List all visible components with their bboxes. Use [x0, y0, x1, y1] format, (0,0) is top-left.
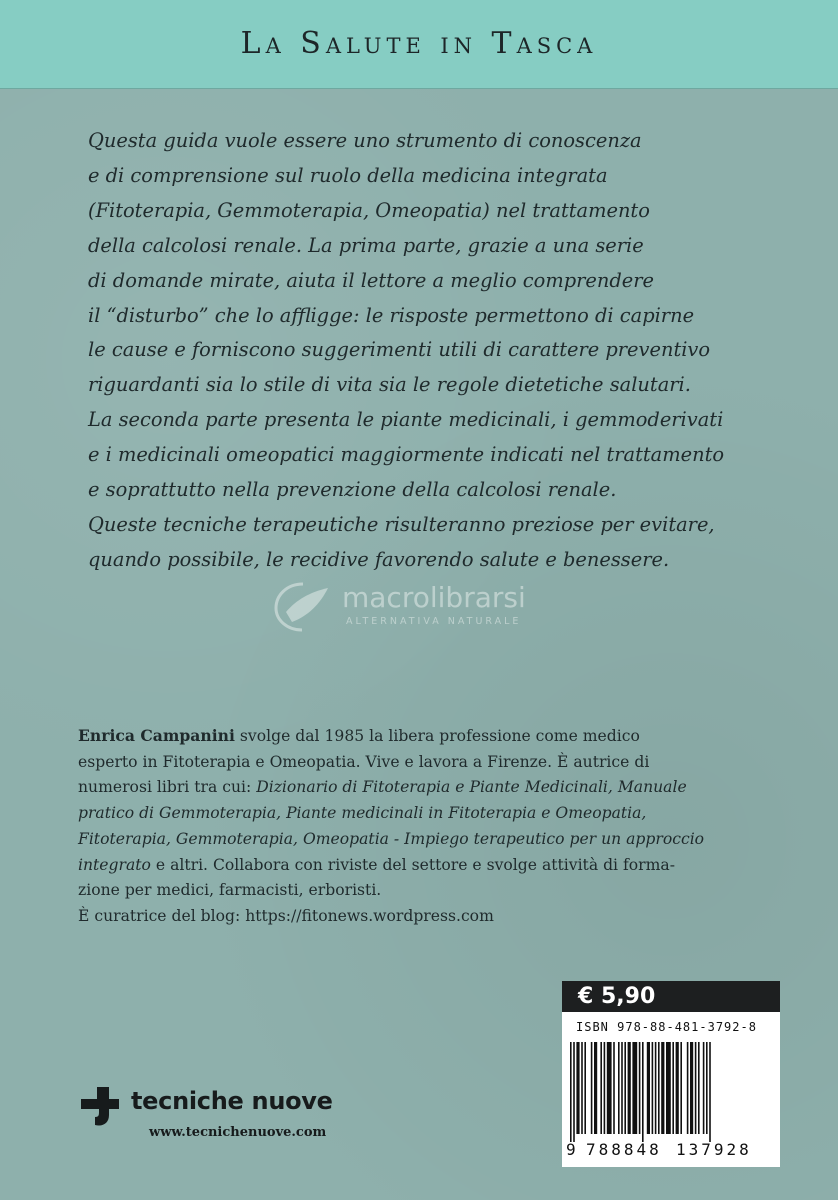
barcode-bar: [573, 1042, 575, 1142]
barcode-bar: [624, 1042, 626, 1134]
bio-line: È curatrice del blog: https://fitonews.wordpress.com: [78, 906, 494, 925]
watermark-tagline: ALTERNATIVA NATURALE: [346, 616, 522, 627]
barcode-bar: [576, 1042, 579, 1134]
book-titles: Dizionario di Fitoterapia e Piante Medicinali, Manuale: [256, 778, 687, 797]
bio-line: [78, 853, 778, 879]
publisher-url: www.tecnichenuove.com: [149, 1125, 327, 1140]
barcode-bar: [658, 1042, 660, 1134]
book-titles: integrato: [78, 855, 151, 874]
barcode-bar: [690, 1042, 693, 1134]
barcode-bar: [581, 1042, 583, 1134]
barcode-bar: [621, 1042, 623, 1134]
barcode-bar: [661, 1042, 664, 1134]
ean-first-digit: 9: [566, 1140, 576, 1159]
description-line: di domande mirate, aiuta il lettore a meglio comprendere: [88, 268, 654, 292]
barcode-bar: [607, 1042, 612, 1134]
barcode-bar: [613, 1042, 615, 1134]
publisher-logo-icon: [75, 1081, 125, 1129]
barcode-bar: [655, 1042, 657, 1134]
book-titles: pratico di Gemmoterapia, Piante medicinali in Fitoterapia e Omeopatia,: [78, 804, 647, 823]
description-line: il “disturbo” che lo affligge: le risposte permettono di capirne: [88, 303, 695, 327]
author-name: Enrica Campanini: [78, 726, 235, 745]
publisher-block: [75, 1075, 395, 1145]
barcode-bar: [647, 1042, 650, 1134]
description-line: La seconda parte presenta le piante medicinali, i gemmoderivati: [88, 408, 724, 432]
series-band: [0, 0, 838, 89]
barcode-bar: [570, 1042, 572, 1142]
barcode-bar: [676, 1042, 679, 1134]
barcode-bar: [687, 1042, 689, 1134]
watermark-name: macrolibrarsi: [342, 581, 526, 614]
barcode-bar: [666, 1042, 671, 1134]
description-line: Queste tecniche terapeutiche risulteranno preziose per evitare,: [88, 512, 715, 536]
ean-left-group: 788848: [586, 1140, 662, 1159]
bio-text: svolge dal 1985 la libera professione come medico: [234, 727, 640, 745]
barcode-panel: [562, 1012, 780, 1167]
barcode-bar: [639, 1042, 641, 1134]
barcode-bar: [695, 1042, 697, 1134]
barcode-bar: [591, 1042, 593, 1134]
barcode-bar: [584, 1042, 586, 1134]
barcode-bar: [604, 1042, 606, 1134]
description-line: (Fitoterapia, Gemmoterapia, Omeopatia) nel trattamento: [88, 198, 650, 222]
description-line: e di comprensione sul ruolo della medicina integrata: [88, 163, 608, 187]
barcode-bar: [709, 1042, 711, 1142]
book-titles: Fitoterapia, Gemmoterapia, Omeopatia - Impiego terapeutico per un approccio: [78, 829, 705, 848]
barcode-bar: [600, 1042, 602, 1134]
leaf-icon: [272, 578, 334, 634]
author-bio: [78, 723, 778, 930]
barcode-bar: [680, 1042, 682, 1134]
bio-line: esperto in Fitoterapia e Omeopatia. Vive e lavora a Firenze. È autrice di: [78, 752, 650, 771]
bio-line: [78, 827, 778, 853]
barcode-bar: [642, 1042, 644, 1142]
barcode-bar: [628, 1042, 631, 1134]
barcode-bar: [703, 1042, 705, 1134]
barcode-bar: [652, 1042, 654, 1134]
barcode-bar: [632, 1042, 637, 1134]
description-line: e i medicinali omeopatici maggiormente indicati nel trattamento: [88, 443, 725, 467]
bio-line: [78, 801, 778, 827]
description-line: Questa guida vuole essere uno strumento di conoscenza: [88, 129, 642, 152]
isbn-number: ISBN 978-88-481-3792-8: [576, 1020, 757, 1034]
description-line: riguardanti sia lo stile di vita sia le regole dietetiche salutari.: [88, 373, 691, 397]
description-line: le cause e forniscono suggerimenti utili di carattere preventivo: [88, 338, 711, 362]
price-label: € 5,90: [562, 981, 780, 1012]
description-line: e soprattutto nella prevenzione della calcolosi renale.: [88, 478, 617, 502]
bio-text: numerosi libri tra cui:: [78, 778, 257, 797]
barcode-bar: [618, 1042, 620, 1134]
description-line: della calcolosi renale. La prima parte, grazie a una serie: [88, 233, 644, 257]
bio-line: zione per medici, farmacisti, erboristi.: [78, 881, 382, 900]
bio-text: e altri. Collabora con riviste del settore e svolge attività di forma-: [150, 855, 675, 874]
bio-line: [78, 723, 778, 750]
barcode-bar: [698, 1042, 700, 1134]
barcode: [570, 1042, 772, 1142]
description-line: quando possibile, le recidive favorendo salute e benessere.: [88, 547, 670, 571]
barcode-bar: [594, 1042, 597, 1134]
book-description: [88, 124, 788, 578]
bio-line: [78, 775, 778, 801]
barcode-bar: [672, 1042, 674, 1134]
publisher-name: tecniche nuove: [131, 1087, 333, 1115]
macrolibrarsi-watermark: [272, 578, 602, 638]
barcode-bar: [706, 1042, 708, 1134]
ean-right-group: 137928: [676, 1140, 752, 1159]
series-title: La Salute in Tasca: [240, 26, 598, 61]
